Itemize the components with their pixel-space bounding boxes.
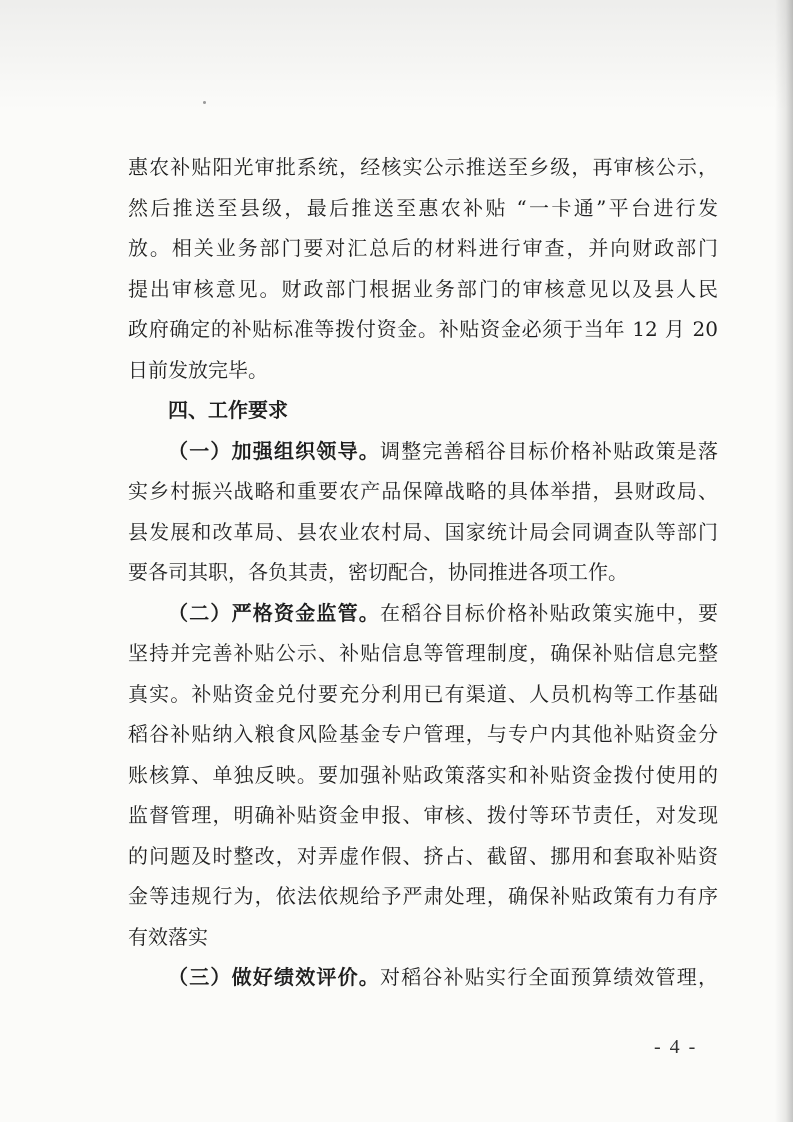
para1-line: 日前发放完毕。 bbox=[128, 357, 268, 382]
item2-line: 监督管理，明确补贴资金申报、审核、拨付等环节责任，对发现 bbox=[128, 803, 718, 827]
item1-title: （一）加强组织领导。 bbox=[168, 438, 380, 463]
scan-shadow-right-edge bbox=[775, 0, 793, 1122]
item2-line: 的问题及时整改，对弄虚作假、挤占、截留、挪用和套取补贴资 bbox=[128, 843, 718, 868]
scan-shadow-top bbox=[0, 0, 793, 110]
item2-line: 坚持并完善补贴公示、补贴信息等管理制度，确保补贴信息完整 bbox=[128, 641, 718, 665]
para1-line: 放。相关业务部门要对汇总后的材料进行审查，并向财政部门 bbox=[128, 236, 718, 260]
item2-line: 账核算、单独反映。要加强补贴政策落实和补贴资金拨付使用的 bbox=[128, 762, 718, 787]
item1-line: 要各司其职，各负其责，密切配合，协同推进各项工作。 bbox=[128, 560, 628, 584]
item1-text: 调整完善稻谷目标价格补贴政策是落 bbox=[380, 438, 718, 463]
scan-speck bbox=[203, 101, 206, 104]
para1-line: 惠农补贴阳光审批系统，经核实公示推送至乡级，再审核公示， bbox=[128, 155, 718, 179]
item2-first-line bbox=[128, 593, 718, 634]
section-heading: 四、工作要求 bbox=[168, 398, 288, 422]
para1-line: 然后推送至县级，最后推送至惠农补贴 “一卡通”平台进行发 bbox=[128, 195, 718, 220]
page-number: - 4 - bbox=[654, 1036, 698, 1058]
item2-line: 真实。补贴资金兑付要充分利用已有渠道、人员机构等工作基础 bbox=[128, 681, 718, 706]
item2-text: 在稻谷目标价格补贴政策实施中，要 bbox=[380, 600, 718, 625]
document-body bbox=[128, 147, 718, 998]
para1-line: 提出审核意见。财政部门根据业务部门的审核意见以及县人民 bbox=[128, 276, 718, 301]
item3-text: 对稻谷补贴实行全面预算绩效管理， bbox=[380, 965, 718, 989]
item2-title: （二）严格资金监管。 bbox=[168, 600, 380, 625]
item3-title: （三）做好绩效评价。 bbox=[168, 965, 380, 989]
para1-line: 政府确定的补贴标准等拨付资金。补贴资金必须于当年 12 月 20 bbox=[128, 317, 718, 341]
item1-first-line bbox=[128, 431, 718, 472]
item1-line: 县发展和改革局、县农业农村局、国家统计局会同调查队等部门 bbox=[128, 519, 718, 544]
item2-line: 有效落实 bbox=[128, 924, 208, 949]
item1-line: 实乡村振兴战略和重要农产品保障战略的具体举措，县财政局、 bbox=[128, 479, 718, 503]
item2-line: 稻谷补贴纳入粮食风险基金专户管理，与专户内其他补贴资金分 bbox=[128, 722, 718, 746]
item2-line: 金等违规行为，依法依规给予严肃处理，确保补贴政策有力有序 bbox=[128, 884, 718, 908]
item3-first-line bbox=[128, 957, 718, 998]
